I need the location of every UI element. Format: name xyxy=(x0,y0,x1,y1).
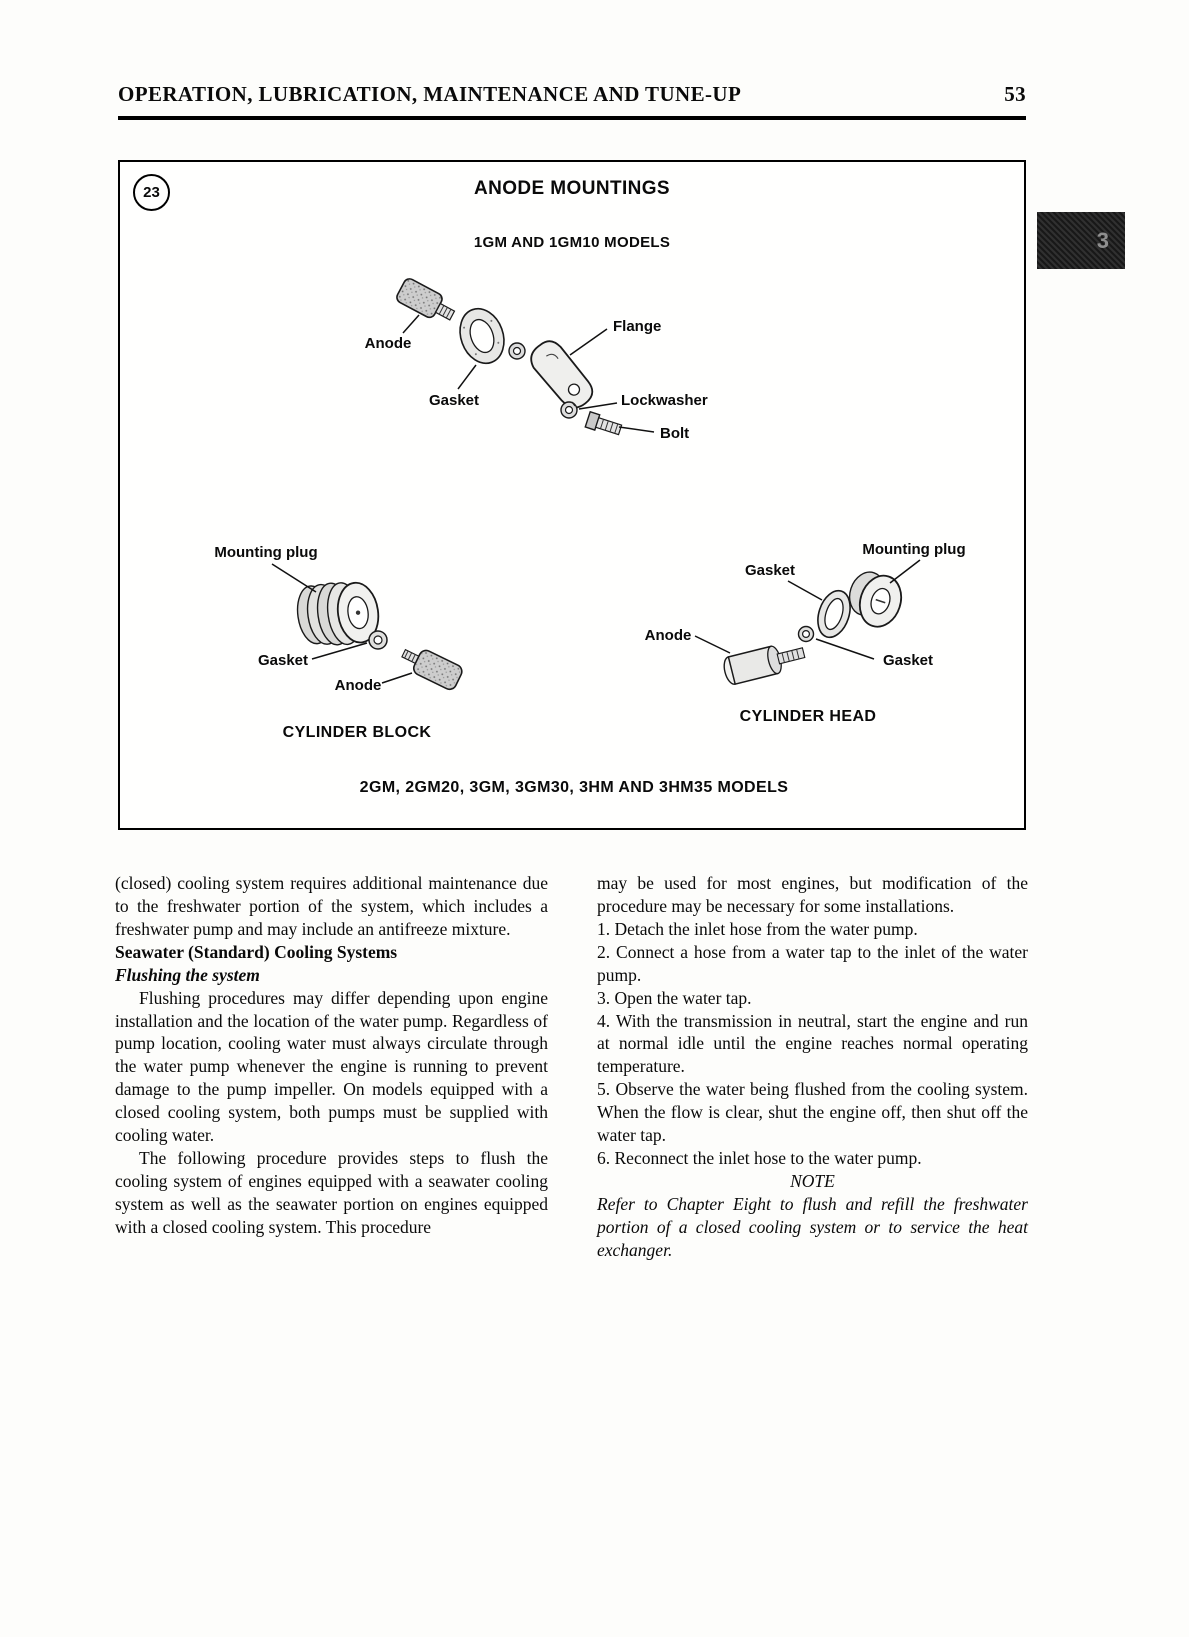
block-gasket-label: Gasket xyxy=(257,652,309,669)
chapter-tab xyxy=(1037,212,1125,269)
bolt-label: Bolt xyxy=(660,425,690,442)
step-item-2: 2. Connect a hose from a water tap to the inlet of the water pump. xyxy=(597,941,1028,985)
flange-label: Flange xyxy=(613,318,662,335)
chapter-tab-number: 3 xyxy=(1096,227,1109,253)
washer-part-illustration xyxy=(509,343,525,359)
cylinder-block-title: CYLINDER BLOCK xyxy=(282,724,432,741)
paragraph: may be used for most engines, but modification of the procedure may be necessary for some installations. xyxy=(597,873,1028,916)
gasket-part-illustration xyxy=(453,303,512,370)
block-gasket-illustration xyxy=(369,631,387,649)
step-item-6: 6. Reconnect the inlet hose to the water pump. xyxy=(597,1148,922,1169)
figure-model-bottom: 2GM, 2GM20, 3GM, 3GM30, 3HM AND 3HM35 MODELS xyxy=(359,779,789,796)
page-number: 53 xyxy=(1004,82,1026,106)
note-text: Refer to Chapter Eight to flush and refill the freshwater portion of a closed cooling system or to service the heat exchanger. xyxy=(597,1193,1028,1260)
flange-part-illustration xyxy=(523,338,601,411)
paragraph: (closed) cooling system requires additional maintenance due to the freshwater portion of the system, which includes a freshwater pump and may include an antifreeze mixture. xyxy=(115,873,548,939)
step-item-5: 5. Observe the water being flushed from the cooling system. When the flow is clear, shut the engine off, then shut off the water tap. xyxy=(597,1079,1028,1146)
paragraph: Flushing procedures may differ depending upon engine installation and the location of the water pump. Regardless of pump location, cooling water must always circulate through the water pump whenever the engine is running to prevent damage to the pump impeller. On models equipped with a closed cooling system, both pumps must be supplied with cooling water. xyxy=(115,987,548,1146)
head-anode-label: Anode xyxy=(644,627,692,644)
gasket-label: Gasket xyxy=(428,392,480,409)
figure-model-top: 1GM AND 1GM10 MODELS xyxy=(473,234,671,251)
head-gasket-left-label: Gasket xyxy=(744,562,796,579)
anode-part-illustration xyxy=(395,277,458,327)
block-mounting-plug-label: Mounting plug xyxy=(214,544,318,561)
right-column xyxy=(597,872,1028,1262)
head-anode-illustration xyxy=(722,639,807,686)
bolt-part-illustration xyxy=(585,412,622,438)
step-item-1: 1. Detach the inlet hose from the water pump. xyxy=(597,918,918,939)
step-item-4: 4. With the transmission in neutral, start the engine and run at normal idle until the engine reaches normal operating temperature. xyxy=(597,1010,1028,1077)
figure-title: ANODE MOUNTINGS xyxy=(474,178,670,199)
lockwasher-part-illustration xyxy=(561,402,577,418)
block-anode-illustration xyxy=(398,642,464,692)
step-item-3: 3. Open the water tap. xyxy=(597,987,752,1008)
page-header xyxy=(118,82,1026,120)
header-title: OPERATION, LUBRICATION, MAINTENANCE AND TUNE-UP xyxy=(118,82,742,106)
subsection-heading-flushing: Flushing the system xyxy=(115,964,260,985)
cylinder-head-title: CYLINDER HEAD xyxy=(739,708,877,725)
figure-box xyxy=(118,160,1026,830)
paragraph: The following procedure provides steps to flush the cooling system of engines equipped with a seawater cooling system as well as the seawater portion on engines equipped with a closed cooling system. This procedure xyxy=(115,1148,548,1237)
anode-label: Anode xyxy=(364,335,412,352)
head-gasket-right-label: Gasket xyxy=(882,652,934,669)
head-mounting-plug-label: Mounting plug xyxy=(862,541,966,558)
lockwasher-label: Lockwasher xyxy=(621,392,708,409)
figure-number: 23 xyxy=(143,184,160,201)
head-small-gasket-illustration xyxy=(799,627,814,642)
figure-diagram xyxy=(120,162,1024,828)
section-heading-seawater-cooling: Seawater (Standard) Cooling Systems xyxy=(115,941,398,962)
block-anode-label: Anode xyxy=(334,677,382,694)
note-title: NOTE xyxy=(790,1170,835,1191)
left-column xyxy=(115,872,548,1239)
